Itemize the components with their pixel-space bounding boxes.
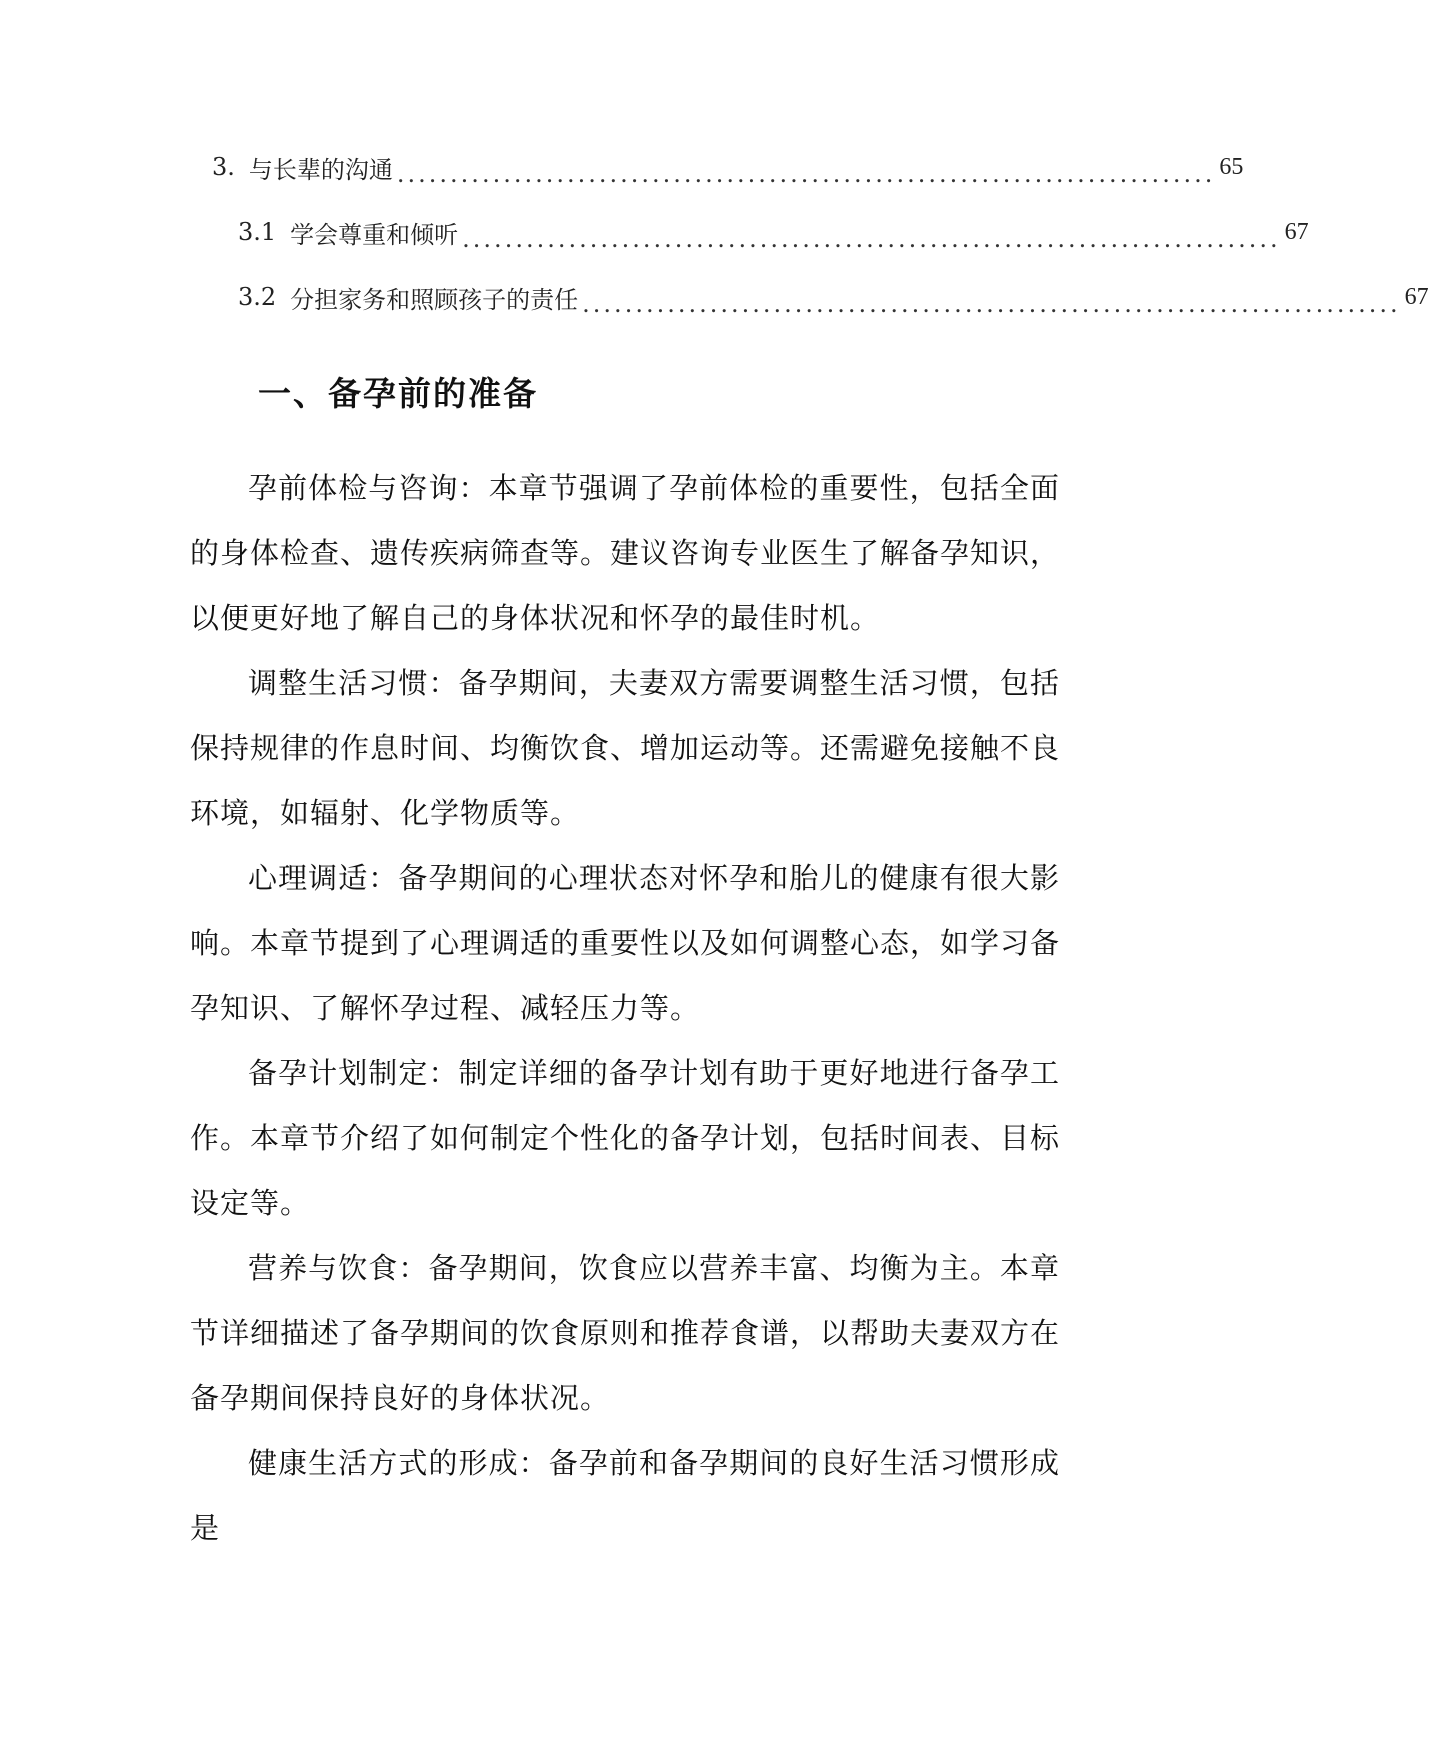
section-body bbox=[190, 456, 1060, 1561]
paragraph: 心理调适：备孕期间的心理状态对怀孕和胎儿的健康有很大影响。本章节提到了心理调适的重要性以及如何调整心态，如学习备孕知识、了解怀孕过程、减轻压力等。 bbox=[190, 861, 1061, 1025]
toc-entry-number: 3. bbox=[212, 153, 235, 181]
paragraph: 调整生活习惯：备孕期间，夫妻双方需要调整生活习惯，包括保持规律的作息时间、均衡饮食、增加运动等。还需避免接触不良环境，如辐射、化学物质等。 bbox=[190, 666, 1061, 830]
paragraph: 孕前体检与咨询：本章节强调了孕前体检的重要性，包括全面的身体检查、遗传疾病筛查等。建议咨询专业医生了解备孕知识，以便更好地了解自己的身体状况和怀孕的最佳时机。 bbox=[190, 471, 1061, 635]
paragraph: 营养与饮食：备孕期间，饮食应以营养丰富、均衡为主。本章节详细描述了备孕期间的饮食原则和推荐食谱，以帮助夫妻双方在备孕期间保持良好的身体状况。 bbox=[190, 1251, 1061, 1415]
toc-entry[interactable] bbox=[212, 147, 1244, 188]
toc-entry-page: 65 bbox=[1219, 153, 1244, 180]
toc-entry[interactable] bbox=[238, 277, 1429, 318]
paragraph: 健康生活方式的形成：备孕前和备孕期间的良好生活习惯形成是 bbox=[190, 1446, 1060, 1545]
toc-entry-title: 分担家务和照顾孩子的责任 bbox=[290, 285, 579, 314]
section-heading: 一、备孕前的准备 bbox=[258, 374, 538, 413]
toc-entry-title: 与长辈的沟通 bbox=[248, 155, 393, 184]
toc-entry-number: 3.1 bbox=[238, 218, 277, 246]
paragraph: 备孕计划制定：制定详细的备孕计划有助于更好地进行备孕工作。本章节介绍了如何制定个性化的备孕计划，包括时间表、目标设定等。 bbox=[190, 1056, 1061, 1220]
toc-leader-dots: ............................................................................. bbox=[582, 290, 1401, 318]
toc-entry[interactable] bbox=[238, 212, 1309, 253]
toc-entry-number: 3.2 bbox=[238, 283, 277, 311]
toc-entry-page: 67 bbox=[1284, 218, 1309, 245]
toc-entry-title: 学会尊重和倾听 bbox=[290, 220, 459, 249]
toc-entry-page: 67 bbox=[1404, 283, 1429, 310]
toc-leader-dots: ............................................................................. bbox=[462, 225, 1281, 253]
toc-leader-dots: ............................................................................. bbox=[396, 160, 1216, 188]
